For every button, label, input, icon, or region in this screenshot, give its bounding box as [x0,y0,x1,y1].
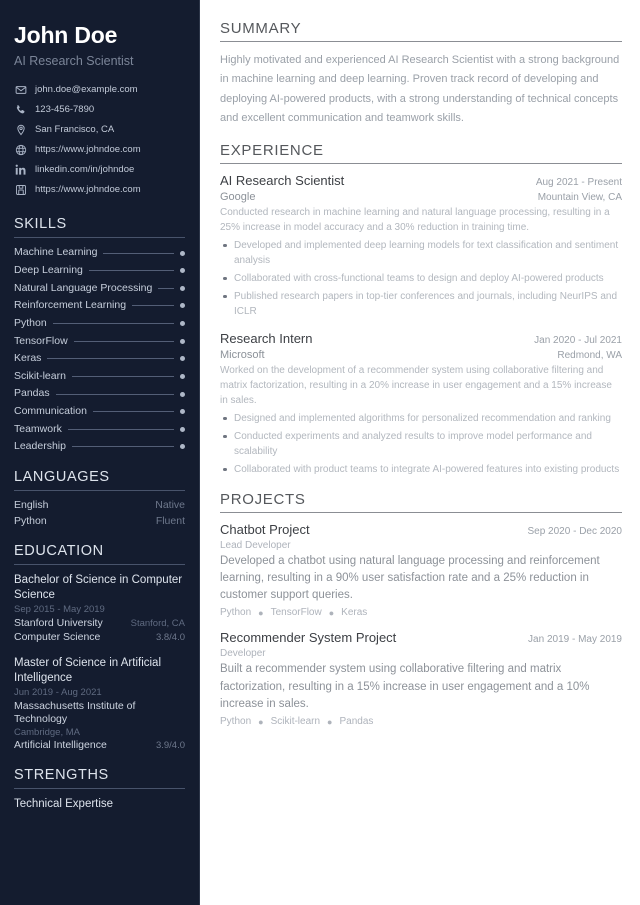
project-tech: Python [220,716,252,728]
skill-item [14,299,185,312]
strength-item: Technical Expertise [14,798,114,811]
education-item [14,573,185,643]
project-title-row [220,630,622,647]
skill-label: Scikit-learn [14,369,66,382]
skill-item [14,440,185,453]
experience-item [220,173,622,319]
education-school-row [14,617,185,630]
bullet-separator-icon: ● [258,716,264,727]
strengths-heading: STRENGTHS [14,767,109,784]
skill-item [14,423,185,436]
skill-leader-line [47,358,174,359]
experience-title-row [220,331,622,348]
skill-label: Reinforcement Learning [14,299,127,312]
globe-icon [14,143,27,156]
project-tech-list [220,607,622,618]
skill-leader-line [68,429,174,430]
education-school-row [14,700,185,726]
project-title: Chatbot Project [220,521,310,537]
language-level: Fluent [155,515,185,528]
skill-leader-line [89,270,174,271]
section-experience [220,142,622,477]
education-school: Massachusetts Institute of Technology [14,700,136,726]
skill-item [14,264,185,277]
linkedin-icon [14,163,27,176]
sidebar-section-education [14,543,185,751]
experience-bullet: Conducted experiments and analyzed results to improve model performance and scalability [220,429,622,459]
skill-leader-line [93,411,174,412]
skill-leader-line [158,288,174,289]
project-tech: Scikit-learn [270,716,321,728]
skill-item [14,387,185,400]
save-icon [14,183,27,196]
experience-title: AI Research Scientist [220,173,345,188]
contact-value: https://www.johndoe.com [35,143,141,155]
project-title-row [220,522,622,539]
education-dates: Jun 2019 - Aug 2021 [14,687,102,699]
skill-label: Natural Language Processing [14,281,153,294]
sidebar [0,0,200,905]
experience-bullet: Collaborated with product teams to integrate AI-powered features into existing products [220,462,622,477]
project-tech: Keras [341,607,368,619]
experience-divider [220,163,622,164]
skill-label: Leadership [14,440,66,453]
experience-title: Research Intern [220,330,313,346]
project-description: Built a recommender system using collaborative filtering and matrix factorization, resulting in a 15% increase in user engagement and a 10% increase in sales. [220,663,590,710]
projects-divider [220,512,622,513]
education-field-row [14,739,185,751]
skill-level-dot [180,392,185,397]
project-dates: Sep 2020 - Dec 2020 [527,525,622,537]
education-degree: Master of Science in Artificial Intelligence [14,657,162,684]
experience-bullet-list [220,411,622,477]
contact-item-location[interactable] [14,123,185,136]
experience-heading: EXPERIENCE [220,142,324,159]
candidate-job-title: AI Research Scientist [14,54,134,69]
contact-list [14,83,185,196]
education-degree: Bachelor of Science in Computer Science [14,574,183,601]
strengths-divider [14,788,185,789]
bullet-separator-icon: ● [328,607,335,618]
project-item [220,522,622,619]
experience-bullet: Developed and implemented deep learning models for text classification and sentiment analysis [220,238,622,268]
project-role: Developer [220,648,266,660]
experience-bullet-list [220,238,622,319]
contact-value: 123-456-7890 [35,103,95,115]
skill-level-dot [180,268,185,273]
project-title: Recommender System Project [220,630,397,646]
skill-level-dot [180,303,185,308]
education-school: Stanford University [14,617,103,630]
skill-level-dot [180,286,185,291]
skill-label: Keras [14,352,42,365]
contact-value: San Francisco, CA [35,123,115,135]
skill-label: Machine Learning [14,246,98,259]
bullet-separator-icon: ● [258,607,264,618]
project-item [220,630,622,727]
skill-label: Deep Learning [14,264,83,277]
skill-item [14,335,185,348]
skill-item [14,282,185,295]
skill-item [14,405,185,418]
skill-label: TensorFlow [14,334,68,347]
location-pin-icon [14,123,27,136]
skill-label: Teamwork [14,422,62,435]
skill-level-dot [180,251,185,256]
skill-leader-line [72,446,174,447]
education-location: Cambridge, MA [14,727,80,739]
language-name: English [14,499,49,512]
summary-divider [220,41,622,42]
sidebar-section-skills [14,216,185,453]
contact-value: john.doe@example.com [35,83,138,95]
contact-item-phone[interactable] [14,103,185,116]
contact-item-portfolio[interactable] [14,183,185,196]
skill-leader-line [72,376,174,377]
skill-item [14,352,185,365]
project-tech: TensorFlow [270,607,322,619]
experience-dates: Aug 2021 - Present [535,177,622,188]
section-summary [220,20,622,128]
skills-heading: SKILLS [14,216,67,233]
sidebar-section-languages [14,469,185,527]
language-item [14,499,185,511]
experience-company-row [220,349,622,361]
languages-heading: LANGUAGES [14,469,110,486]
skill-label: Communication [14,405,87,418]
education-field-row [14,631,185,643]
project-tech: Python [220,607,252,619]
experience-bullet: Designed and implemented algorithms for personalized recommendation and ranking [220,411,622,426]
experience-description: Worked on the development of a recommender system using collaborative filtering and matrix factorization, resulting in a 20% increase in user engagement and a 15% increase in sales. [220,364,612,406]
experience-location: Mountain View, CA [537,191,622,203]
experience-company: Google [220,190,256,203]
envelope-icon [14,83,27,96]
education-heading: EDUCATION [14,543,104,560]
experience-title-row [220,173,622,190]
sidebar-section-strengths [14,767,185,812]
phone-icon [14,103,27,116]
skill-item [14,246,185,259]
experience-location: Redmond, WA [557,349,622,361]
contact-item-email[interactable] [14,83,185,96]
education-location: Stanford, CA [130,618,185,630]
summary-heading: SUMMARY [220,20,302,37]
skill-item [14,370,185,383]
education-field: Artificial Intelligence [14,739,107,752]
project-tech-list [220,716,622,727]
skill-level-dot [180,321,185,326]
project-description: Developed a chatbot using natural language processing and reinforcement learning, resulting in a 90% user satisfaction rate and a 25% reduction in customer support queries. [220,554,600,602]
education-dates: Sep 2015 - May 2019 [14,604,105,616]
skill-level-dot [180,356,185,361]
experience-company-row [220,191,622,203]
education-gpa: 3.8/4.0 [155,632,185,644]
skill-leader-line [56,394,174,395]
education-gpa: 3.9/4.0 [155,740,185,752]
skill-label: Python [14,316,47,329]
education-item [14,656,185,751]
project-dates: Jan 2019 - May 2019 [528,634,622,646]
experience-company: Microsoft [220,348,265,361]
language-name: Python [14,515,47,528]
project-tech: Pandas [339,716,374,728]
candidate-name: John Doe [14,22,118,48]
skill-leader-line [132,305,174,306]
bullet-separator-icon: ● [327,716,333,727]
languages-divider [14,490,185,491]
experience-dates: Jan 2020 - Jul 2021 [534,334,622,346]
language-item [14,515,185,527]
experience-description: Conducted research in machine learning and natural language processing, resulting in a 25% increase in model accuracy and a 30% reduction in training time. [220,206,610,233]
skill-leader-line [103,253,174,254]
experience-item [220,331,622,477]
language-level: Native [155,499,185,512]
skill-leader-line [74,341,174,342]
skill-leader-line [53,323,174,324]
skill-level-dot [180,444,185,449]
experience-bullet: Collaborated with cross-functional teams to design and deploy AI-powered products [220,271,622,286]
contact-item-linkedin[interactable] [14,163,185,176]
contact-item-website[interactable] [14,143,185,156]
summary-text: Highly motivated and experienced AI Research Scientist with a strong background in machine learning and deep learning. Proven track record of developing and deploying AI-powered products, with a strong understanding of technical concepts and excellent communication and teamwork skills. [220,54,620,124]
skill-level-dot [180,374,185,379]
skill-level-dot [180,409,185,414]
skill-level-dot [180,427,185,432]
skill-item [14,317,185,330]
skill-label: Pandas [14,387,50,400]
contact-value: https://www.johndoe.com [35,183,141,195]
contact-value: linkedin.com/in/johndoe [35,163,135,175]
education-divider [14,564,185,565]
projects-heading: PROJECTS [220,490,306,508]
experience-bullet: Published research papers in top-tier conferences and journals, including NeurIPS and ICLR [220,289,622,319]
education-field: Computer Science [14,631,101,644]
project-role: Lead Developer [220,539,291,551]
skill-level-dot [180,339,185,344]
main-content [200,0,640,905]
skills-divider [14,237,185,238]
section-projects [220,491,622,727]
